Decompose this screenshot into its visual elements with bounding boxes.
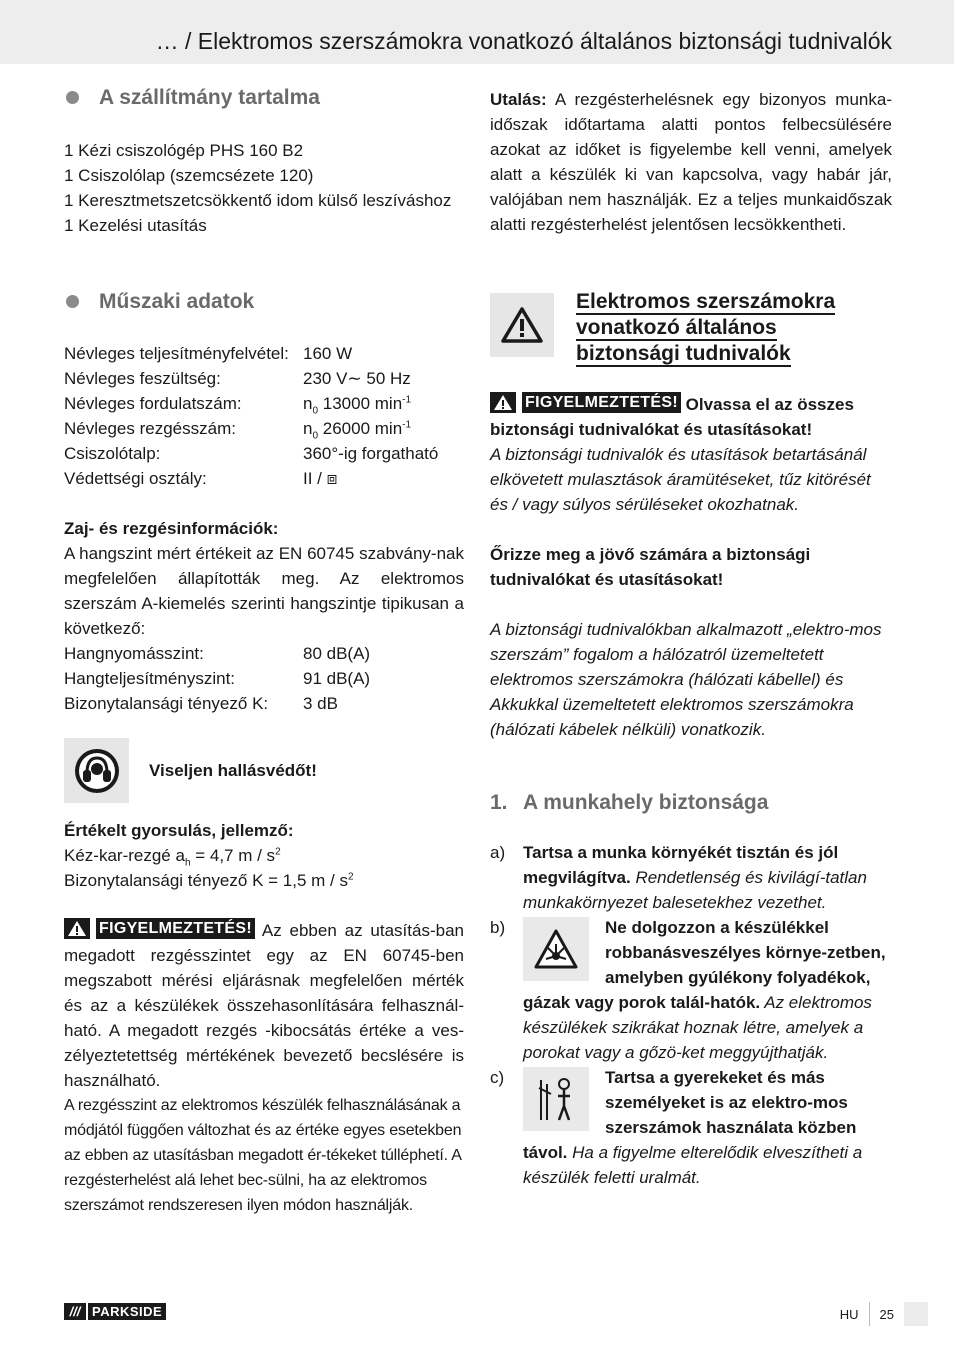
list-item: 1 Kézi csiszológép PHS 160 B2 xyxy=(64,141,304,160)
protection-class-icon: ⧈ xyxy=(326,469,338,488)
definition-text: A biztonsági tudnivalókban alkalmazott „elektro-mos szerszám” fogalom a hálózatról üzemeltetett elektromos szerszámokra (hálózati kábellel) és Akkukkal üzemeltetett elektromos szerszámokra (hálózati kábelek nélküli) vonatkozik. xyxy=(490,620,882,739)
warning-badge: FIGYELMEZTETÉS! xyxy=(490,392,681,413)
table-row: Hangnyomásszint: 80 dB(A) xyxy=(64,644,371,663)
warning-icon xyxy=(64,918,90,939)
noise-table xyxy=(64,641,464,716)
vibration-line-2: Bizonytalansági tényező K = 1,5 m / $s^2$ xyxy=(64,871,354,890)
warning-icon xyxy=(490,392,516,413)
keep-instructions: Őrizze meg a jövő számára a biztonsági tudnivalókat és utasításokat! xyxy=(490,545,811,589)
safety-warning-text: A biztonsági tudnivalók és utasítások betartásánál elkövetett mulasztások áramütéseket, tűz kitörését és / vagy súlyos sérüléseket okozhatnak. xyxy=(490,445,871,514)
safety-warning: FIGYELMEZTETÉS! Olvassa el az összes biztonsági tudnivalókat és utasításokat! xyxy=(490,394,854,439)
table-row: Hangteljesítményszint: 91 dB(A) xyxy=(64,669,371,688)
language-code: HU xyxy=(839,1306,859,1322)
keep-children-away-icon xyxy=(523,1067,589,1131)
workplace-title: 1. A munkahely biztonsága xyxy=(490,791,769,814)
page-header xyxy=(0,0,954,64)
brand-logo: /// PARKSIDE xyxy=(64,1303,166,1320)
safety-title: Elektromos szerszámokra vonatkozó általános biztonsági tudnivalók xyxy=(576,290,836,365)
noise-text: A hangszint mért értékeit az EN 60745 szabvány-nak megfelelően állapították meg. Az elektromos szerszám A-kiemelés szerinti hangszintje tipikusan a következő: xyxy=(64,544,464,638)
table-row: Bizonytalansági tényező K: 3 dB xyxy=(64,694,338,713)
list-item: c) Tartsa a gyerekeket és más személyeket is az elektro-mos szerszámok használata közben távol. Ha a figyelme elterelődik elveszítheti a készülék feletti uralmát. xyxy=(490,1068,863,1187)
vibration-warning: FIGYELMEZTETÉS! Az ebben az utasítás-ban megadott rezgésszintet egy az EN 60745-ben megszabott mérési eljárásnak megfelelően mérték és az a készülékek összehasonlítására felhasznál-ható. A megadott rezgés -kibocsátás értéke a ves-zélyeztetettség mértékének bevezető becslésére is használható. xyxy=(64,920,464,1090)
tech-table xyxy=(64,341,464,491)
delivery-list xyxy=(64,138,464,238)
left-column xyxy=(64,85,464,1218)
table-row: Névleges rezgésszám: $n_0$ 26000 $\min^{-1}$ xyxy=(64,419,412,442)
note-paragraph: Utalás: A rezgésterhelésnek egy bizonyos munka-időszak időtartama alatti pontos felbecsülésére azokat az időket is figyelembe kell venni, amelyek alatt a készülék ki van kapcsolva, vagy habár jár, valójában nem használják. Ez a teljes munkaidőszak alatti rezgésterhelést jelentősen lecsökkentheti. xyxy=(490,90,892,234)
table-row: Névleges teljesítményfelvétel: 160 W xyxy=(64,344,353,363)
noise-heading: Zaj- és rezgésinformációk: xyxy=(64,519,279,538)
list-item: a) Tartsa a munka környékét tisztán és jól megvilágítva. Rendetlenség és kivilágí-tatlan munkakörnyezet balesetekhez vezethet. xyxy=(490,843,867,912)
list-item: 1 Kezelési utasítás xyxy=(64,216,207,235)
table-row: Névleges feszültség: 230 V∼ 50 Hz xyxy=(64,369,411,388)
explosion-hazard-icon xyxy=(523,917,589,981)
table-row: Védettségi osztály: II / ⧈ xyxy=(64,469,338,488)
list-item: b) Ne dolgozzon a készülékkel robbanásveszélyes környe-zetben, amelyben gyúlékony folyadékok, gázak vagy porok talál-hatók. Az elektromos készülékek szikrákat hoznak létre, amelyek a porokat vagy a gőzö-ket meggyújthatják. xyxy=(490,918,886,1062)
list-item: 1 Keresztmetszetcsökkentő idom külső leszíváshoz xyxy=(64,191,452,210)
delivery-title: A szállítmány tartalma xyxy=(64,85,464,110)
warning-triangle-icon xyxy=(490,293,554,357)
right-column xyxy=(490,87,892,1190)
ear-protection-icon xyxy=(64,738,129,803)
page-footer xyxy=(840,1302,928,1326)
page-number: 25 xyxy=(879,1306,894,1322)
vibration-warning-text-2: A rezgésszint az elektromos készülék felhasználásának a módjától függően változhat és az értéke egyes esetekben az ebben az utasításban megadott ér-tékeket túlléphetí. A rezgésterhelést alá lehet bec-sülni, ha az elektromos szerszámot rendszeresen ilyen módon használják. xyxy=(64,1097,462,1214)
workplace-items xyxy=(490,840,892,1190)
table-row: Csiszolótalp: 360°-ig forgatható xyxy=(64,444,439,463)
table-row: Névleges fordulatszám: $n_0$ 13000 $\min^{-1}$ xyxy=(64,394,412,417)
hearing-protection-note: Viseljen hallásvédőt! xyxy=(64,738,464,803)
bullet-icon xyxy=(66,295,79,308)
list-item: 1 Csiszolólap (szemcsézete 120) xyxy=(64,166,314,185)
vibration-line-1: Kéz-kar-rezgé $a_h = 4,7$ m / $s^2$ xyxy=(64,846,281,869)
header-title: … / Elektromos szerszámokra vonatkozó általános biztonsági tudnivalók xyxy=(155,28,892,54)
vibration-heading: Értékelt gyorsulás, jellemző: xyxy=(64,821,294,840)
bullet-icon xyxy=(66,91,79,104)
tech-title: Műszaki adatok xyxy=(64,289,464,314)
warning-badge: FIGYELMEZTETÉS! xyxy=(64,918,255,939)
safety-title-block xyxy=(490,289,892,367)
